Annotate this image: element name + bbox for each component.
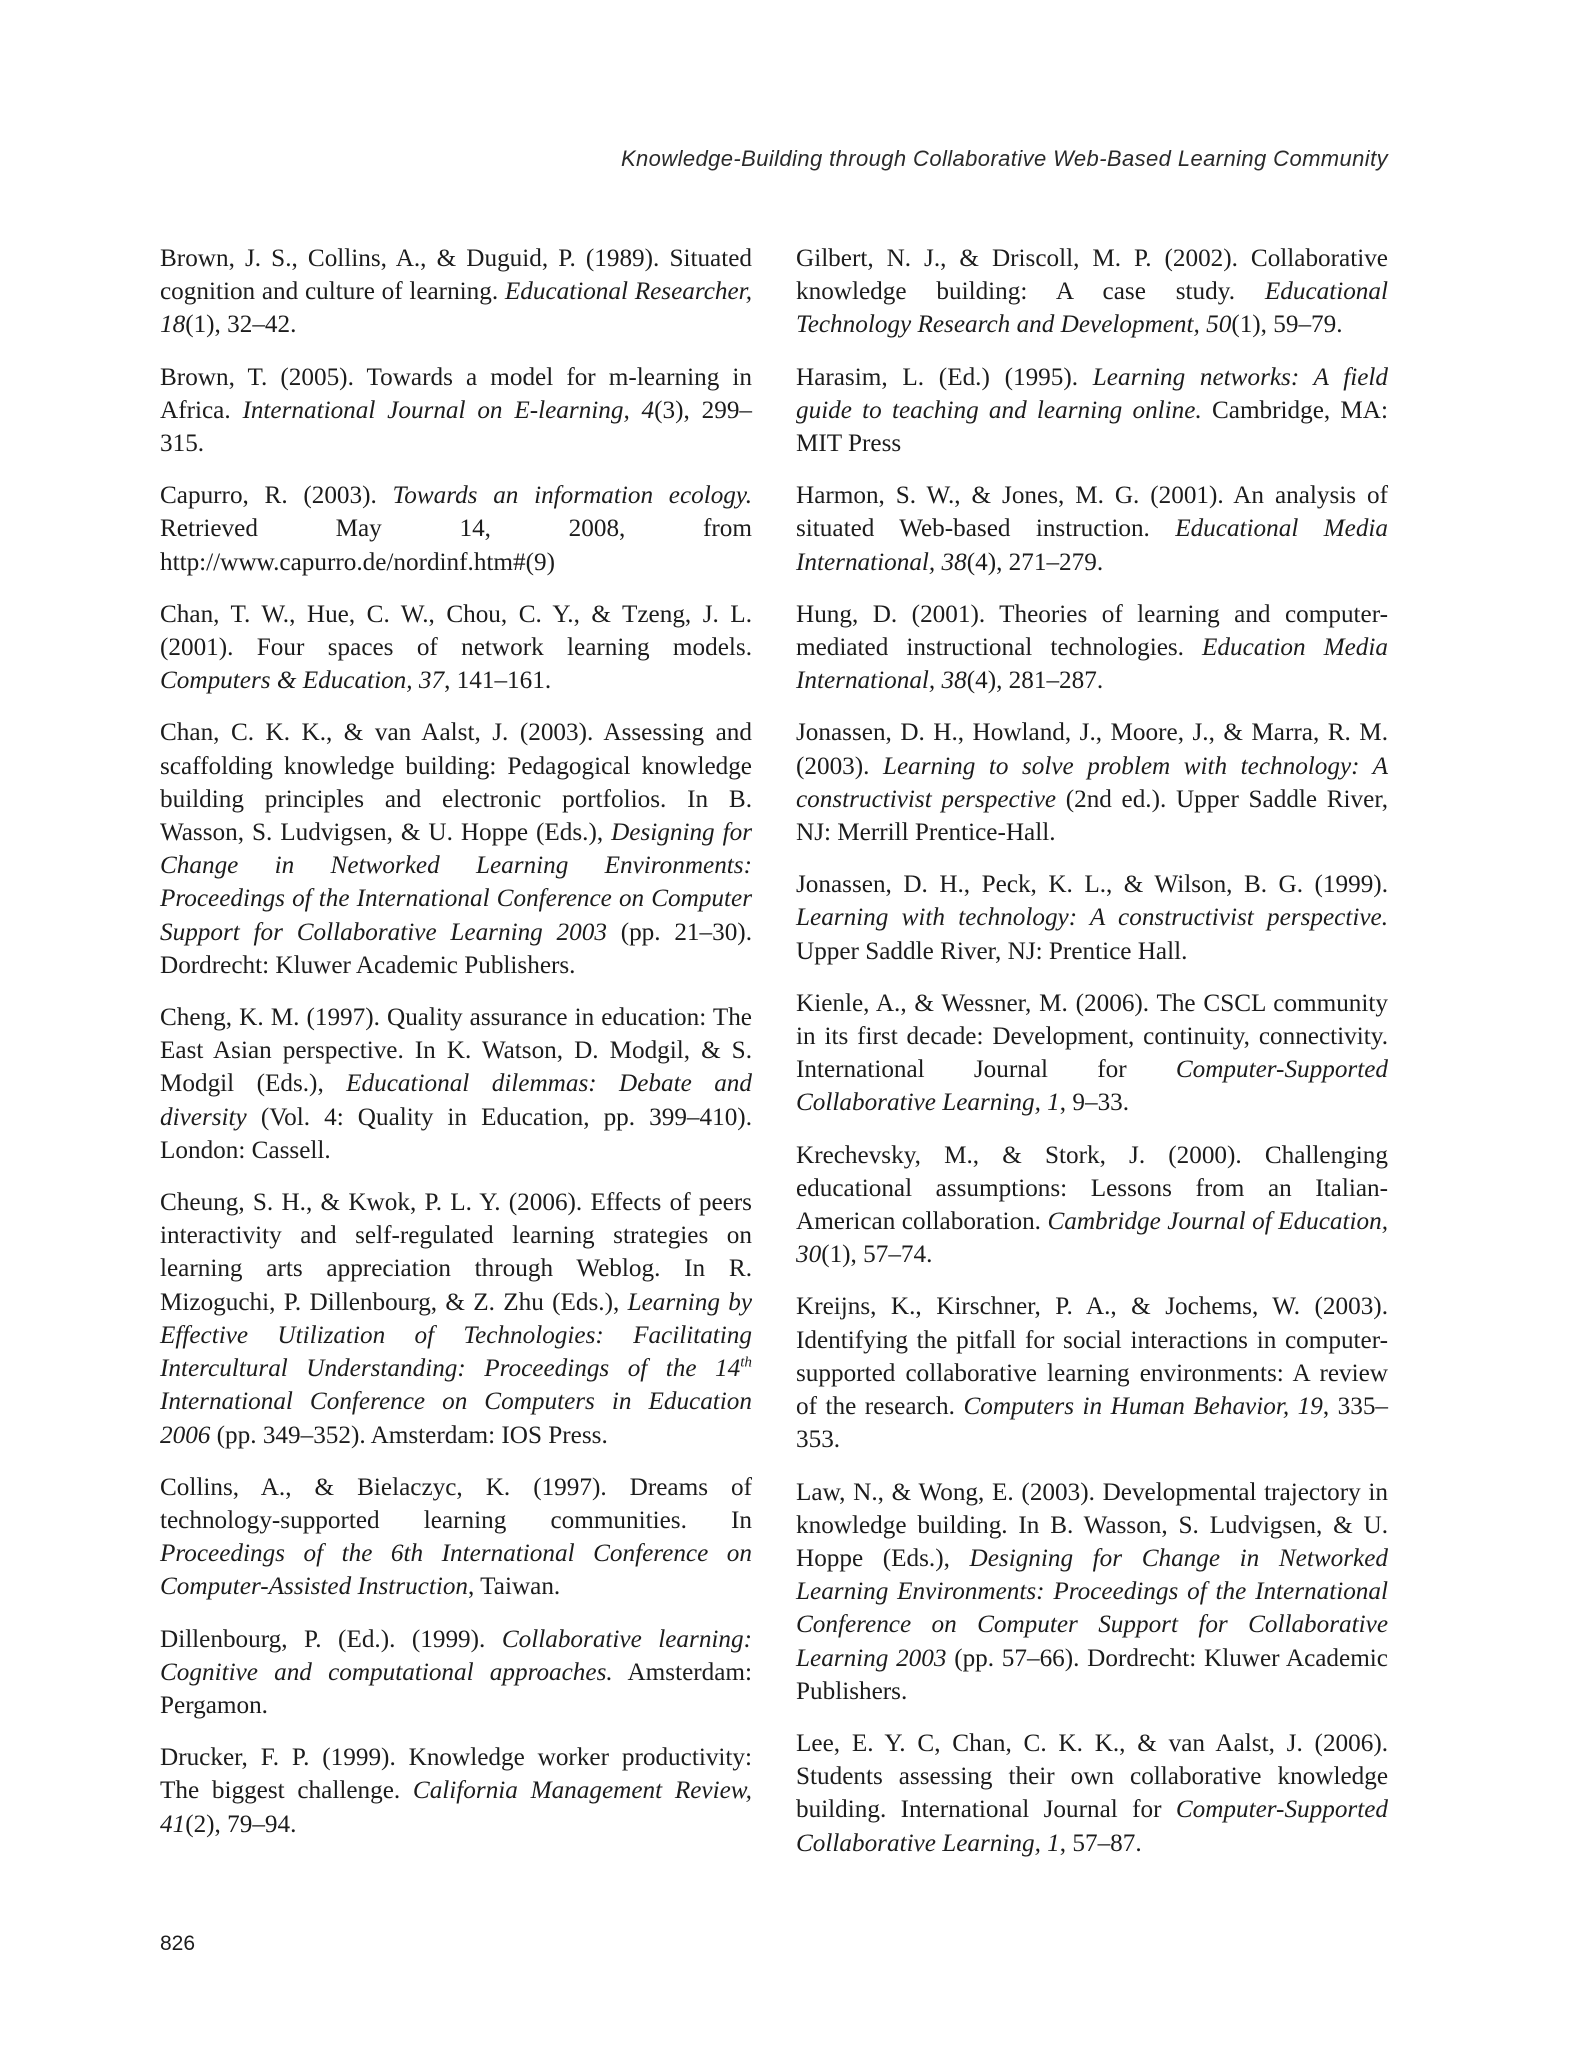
reference-text: , Taiwan. [468, 1573, 561, 1601]
reference-text: , 141–161. [444, 667, 552, 695]
reference-text: , 335–353. [796, 1393, 1389, 1454]
reference-text: (pp. 349–352). Amsterdam: IOS Press. [210, 1421, 608, 1449]
reference-entry [796, 1139, 1388, 1272]
reference-text: , 57–87. [1059, 1829, 1142, 1857]
reference-entry [796, 1290, 1388, 1456]
reference-entry [796, 1476, 1388, 1708]
reference-italic-text: Designing for Change in Networked Learning Environments: Proceedings of the International Conference on Computer Support for Collaborative Learning 2003 [796, 1544, 1388, 1672]
reference-entry [796, 361, 1388, 461]
reference-text: Chan, T. W., Hue, C. W., Chou, C. Y., & Tzeng, J. L. (2001). Four spaces of network learning models. [160, 600, 752, 662]
reference-italic-text: Computers & Education, 37 [160, 667, 445, 695]
reference-italic-text: International Conference on Computers in Education 2006 [160, 1388, 752, 1449]
reference-entry [160, 598, 752, 698]
reference-text: Cambridge, MA: MIT Press [796, 396, 1388, 458]
reference-italic-text: Designing for Change in Networked Learning Environments: Proceedings of the International Conference on Computer Support for Collaborative Learning 2003 [160, 819, 752, 946]
reference-text: Harasim, L. (Ed.) (1995). [796, 363, 1093, 391]
reference-text: Gilbert, N. J., & Driscoll, M. P. (2002). Collaborative knowledge building: A case study. [796, 245, 1388, 306]
reference-italic-text: Computer-Supported Collaborative Learning, 1 [796, 1796, 1388, 1857]
reference-text: Jonassen, D. H., Peck, K. L., & Wilson, B. G. (1999). [796, 871, 1388, 899]
reference-entry [160, 716, 752, 982]
reference-text: Krechevsky, M., & Stork, J. (2000). Challenging educational assumptions: Lessons from an Italian-American collaboration. [796, 1141, 1388, 1236]
reference-text: Kreijns, K., Kirschner, P. A., & Jochems, W. (2003). Identifying the pitfall for social interactions in computer-supported collaborative learning environments: A review of the research. [796, 1293, 1388, 1421]
reference-text: Kienle, A., & Wessner, M. (2006). The CSCL community in its first decade: Development, continuity, connectivity. International Journal for [796, 989, 1388, 1084]
reference-text: Amsterdam: Pergamon. [160, 1658, 752, 1719]
reference-text: Harmon, S. W., & Jones, M. G. (2001). An analysis of situated Web-based instruction. [796, 482, 1388, 543]
reference-text: Jonassen, D. H., Howland, J., Moore, J., & Marra, R. M. (2003). [796, 719, 1388, 780]
references-right-column [796, 242, 1388, 1879]
references-left-column [160, 242, 752, 1860]
reference-italic-text: Educational Media International, 38 [796, 515, 1389, 576]
reference-entry [160, 361, 752, 461]
reference-text: Drucker, F. P. (1999). Knowledge worker productivity: The biggest challenge. [160, 1744, 752, 1805]
reference-text: (4), 271–279. [966, 548, 1104, 576]
reference-text: Cheung, S. H., & Kwok, P. L. Y. (2006). Effects of peers interactivity and self-regulated learning strategies on learning arts appreciation through Weblog. In R. Mizoguchi, P. Dillenbourg, & Z. Zhu (Eds.), [160, 1189, 752, 1316]
reference-entry [160, 1741, 752, 1841]
reference-entry [160, 1623, 752, 1723]
reference-text: (pp. 21–30). Dordrecht: Kluwer Academic Publishers. [160, 918, 752, 979]
reference-text: Capurro, R. (2003). [160, 482, 393, 510]
reference-italic-text: Learning networks: A field guide to teaching and learning online. [796, 363, 1388, 424]
reference-text: (1), 57–74. [821, 1241, 933, 1269]
reference-italic-text: Educational dilemmas: Debate and diversity [160, 1070, 752, 1131]
reference-text: Law, N., & Wong, E. (2003). Developmental trajectory in knowledge building. In B. Wasson, S. Ludvigsen, & U. Hoppe (Eds.), [796, 1478, 1388, 1572]
reference-entry [796, 479, 1388, 579]
reference-italic-text: Collaborative learning: Cognitive and computational approaches. [160, 1625, 752, 1686]
reference-text: Cheng, K. M. (1997). Quality assurance in education: The East Asian perspective. In K. Watson, D. Modgil, & S. Modgil (Eds.), [160, 1004, 752, 1098]
reference-italic-text: Educational Technology Research and Development, 50 [796, 278, 1388, 339]
reference-text: Lee, E. Y. C, Chan, C. K. K., & van Aalst, J. (2006). Students assessing their own collaborative knowledge building. International Journal for [796, 1729, 1388, 1824]
reference-text: Upper Saddle River, NJ: Prentice Hall. [796, 937, 1188, 965]
reference-text: Brown, T. (2005). Towards a model for m-learning in Africa. [160, 363, 752, 424]
reference-entry [796, 868, 1388, 968]
reference-italic-text: Educational Researcher, 18 [160, 278, 752, 339]
reference-entry [796, 1727, 1388, 1860]
reference-italic-text: Computer-Supported Collaborative Learning, 1 [796, 1056, 1388, 1117]
reference-entry [160, 479, 752, 579]
reference-text: Retrieved May 14, 2008, from http://www.capurro.de/nordinf.htm#(9) [160, 515, 752, 576]
reference-italic-text: Proceedings of the 6th International Conference on Computer-Assisted Instruction [160, 1540, 752, 1601]
reference-text: (Vol. 4: Quality in Education, pp. 399–410). London: Cassell. [160, 1103, 752, 1164]
reference-entry [796, 716, 1388, 849]
reference-italic-text: Learning by Effective Utilization of Technologies: Facilitating Intercultural Understanding: Proceedings of the 14 [160, 1288, 752, 1383]
reference-italic-text: Learning with technology: A constructivist perspective. [796, 904, 1388, 932]
reference-text: , 9–33. [1059, 1089, 1130, 1117]
reference-italic-text: Computers in Human Behavior, 19 [963, 1393, 1323, 1421]
reference-italic-text: Education Media International, 38 [796, 634, 1388, 695]
reference-text: Brown, J. S., Collins, A., & Duguid, P. (1989). Situated cognition and culture of learning. [160, 245, 752, 306]
reference-text: (1), 59–79. [1231, 311, 1343, 339]
reference-entry [796, 987, 1388, 1120]
reference-italic-text: International Journal on E-learning, 4 [242, 396, 655, 424]
reference-text: Collins, A., & Bielaczyc, K. (1997). Dreams of technology-supported learning communities. In [160, 1473, 752, 1534]
reference-text: Chan, C. K. K., & van Aalst, J. (2003). Assessing and scaffolding knowledge building: Pedagogical knowledge building principles and electronic portfolios. In B. Wasson, S. Ludvigsen, & U. Hoppe (Eds.), [160, 719, 752, 847]
reference-entry [160, 1186, 752, 1452]
superscript-text: th [740, 1354, 752, 1371]
reference-text: (2), 79–94. [185, 1810, 297, 1838]
reference-text: (3), 299–315. [160, 396, 753, 458]
page-number: 826 [160, 1932, 196, 1955]
reference-text: (2nd ed.). Upper Saddle River, NJ: Merrill Prentice-Hall. [796, 785, 1388, 847]
reference-entry [160, 1471, 752, 1604]
reference-italic-text: Cambridge Journal of Education, 30 [796, 1208, 1389, 1269]
reference-entry [796, 242, 1388, 342]
reference-italic-text: California Management Review, 41 [160, 1777, 752, 1838]
running-header: Knowledge-Building through Collaborative Web-Based Learning Community [620, 146, 1388, 171]
reference-text: Dillenbourg, P. (Ed.). (1999). [160, 1625, 502, 1653]
reference-entry [160, 242, 752, 342]
reference-text: (pp. 57–66). Dordrecht: Kluwer Academic Publishers. [796, 1644, 1388, 1705]
reference-entry [796, 598, 1388, 698]
reference-text: Hung, D. (2001). Theories of learning and computer-mediated instructional technologies. [796, 600, 1388, 662]
reference-text: (4), 281–287. [966, 667, 1104, 695]
reference-text: (1), 32–42. [185, 311, 297, 339]
reference-entry [160, 1001, 752, 1167]
reference-italic-text: Learning to solve problem with technology: A constructivist perspective [796, 752, 1388, 813]
reference-italic-text: Towards an information ecology. [392, 482, 752, 510]
